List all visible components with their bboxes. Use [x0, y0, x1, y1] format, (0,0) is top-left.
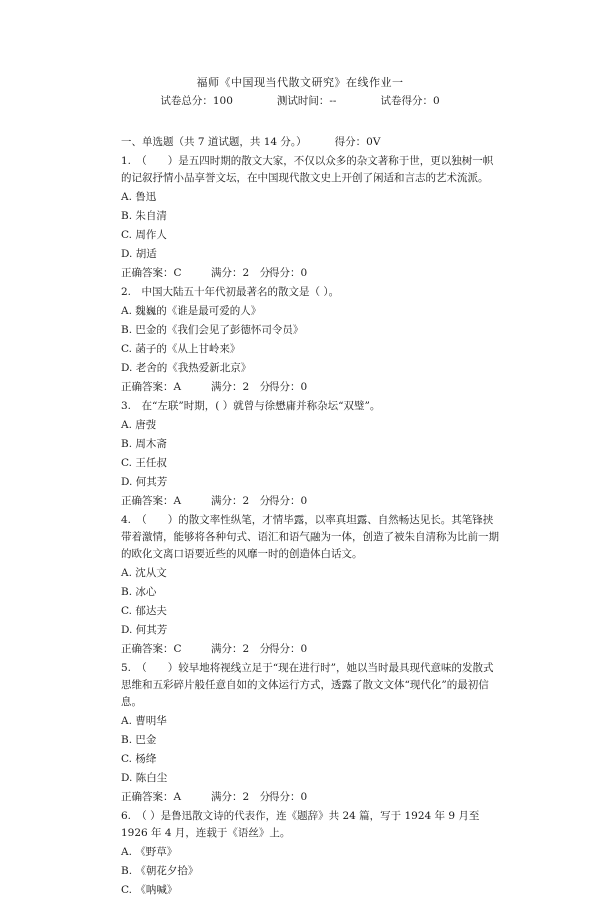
question-5 — [121, 660, 501, 807]
option-c: C. 王任叔 — [121, 456, 167, 469]
option-b: B. 周木斋 — [121, 437, 167, 450]
answer-line — [121, 492, 501, 511]
option-c: C. 杨绛 — [121, 752, 157, 765]
question-text: 1. （ ）是五四时期的散文大家，不仅以众多的杂文著称于世，更以独树一帜的记叙抒情小品享誉文坛，在中国现代散文史上开创了闲适和言志的艺术流派。 — [121, 154, 494, 184]
option-a: A. 唐弢 — [121, 418, 157, 431]
question-text: 3. 在“左联”时期，( ）就曾与徐懋庸并称杂坛“双璧”。 — [121, 399, 381, 412]
option-b: B. 巴金 — [121, 733, 157, 746]
answer-line — [121, 640, 501, 659]
correct-answer: 正确答案：C — [121, 266, 182, 279]
document-header — [0, 76, 600, 108]
option-a: A. 《野草》 — [121, 845, 178, 858]
exam-time: 测试时间：-- — [276, 95, 337, 108]
option-b: B. 《朝花夕拾》 — [121, 864, 199, 877]
option-a: A. 曹明华 — [121, 714, 167, 727]
option-c: C. 周作人 — [121, 228, 167, 241]
total-score: 试卷总分：100 — [160, 95, 233, 108]
question-4 — [121, 512, 501, 659]
question-text: 6. （ ）是鲁迅散文诗的代表作，连《题辞》共 24 篇，写于 1924 年 9 月至 1926 年 4 月，连载于《语丝》上。 — [121, 809, 480, 839]
answer-line — [121, 378, 501, 397]
document-title: 福师《中国现当代散文研究》在线作业一 — [196, 76, 404, 89]
question-3 — [121, 398, 501, 511]
section-heading — [121, 136, 501, 149]
option-d: D. 何其芳 — [121, 475, 168, 488]
option-d: D. 陈白尘 — [121, 771, 168, 784]
option-d: D. 老舍的《我热爱新北京》 — [121, 361, 252, 374]
option-a: A. 鲁迅 — [121, 190, 157, 203]
answer-line — [121, 788, 501, 807]
exam-content — [121, 136, 501, 900]
question-score: 得分：0 — [269, 494, 308, 507]
answer-line — [121, 264, 501, 283]
option-c: C. 郁达夫 — [121, 604, 167, 617]
question-text: 2. 中国大陆五十年代初最著名的散文是（ ）。 — [121, 285, 340, 298]
option-b: B. 巴金的《我们会见了彭德怀司令员》 — [121, 323, 304, 336]
option-b: B. 冰心 — [121, 585, 157, 598]
correct-answer: 正确答案：A — [121, 790, 182, 803]
question-2 — [121, 284, 501, 397]
full-score: 满分：2 分 — [211, 266, 271, 279]
correct-answer: 正确答案：A — [121, 380, 182, 393]
question-6 — [121, 808, 501, 900]
option-c: C. 《呐喊》 — [121, 883, 178, 896]
section-title: 一、单选题（共 7 道试题，共 14 分。） — [121, 136, 307, 148]
option-d: D. 何其芳 — [121, 623, 168, 636]
full-score: 满分：2 分 — [211, 790, 271, 803]
option-a: A. 魏巍的《谁是最可爱的人》 — [121, 304, 262, 317]
correct-answer: 正确答案：C — [121, 642, 182, 655]
exam-meta — [0, 95, 600, 108]
option-a: A. 沈从文 — [121, 566, 167, 579]
question-score: 得分：0 — [269, 266, 308, 279]
question-text: 5. （ ）较早地将视线立足于“现在进行时”，她以当时最具现代意味的发散式思维和五彩碎片般任意自如的文体运行方式，透露了散文文体“现代化”的最初信息。 — [121, 661, 494, 708]
option-b: B. 朱自清 — [121, 209, 167, 222]
obtained-score: 试卷得分：0 — [380, 95, 440, 108]
full-score: 满分：2 分 — [211, 380, 271, 393]
question-score: 得分：0 — [269, 642, 308, 655]
option-d: D. 胡适 — [121, 247, 157, 260]
question-score: 得分：0 — [269, 790, 308, 803]
section-score: 得分：0V — [334, 136, 381, 148]
question-text: 4. （ ）的散文率性纵笔，才情毕露，以率真坦露、自然畅达见长。其笔锋挟带着激情，能够将各种句式、语汇和语气融为一体，创造了被朱自清称为比前一期的欧化文离口语要近些的风靡一时的创造体白话文。 — [121, 513, 499, 560]
correct-answer: 正确答案：A — [121, 494, 182, 507]
question-score: 得分：0 — [269, 380, 308, 393]
question-1 — [121, 153, 501, 283]
option-c: C. 菡子的《从上甘岭来》 — [121, 342, 241, 355]
full-score: 满分：2 分 — [211, 642, 271, 655]
full-score: 满分：2 分 — [211, 494, 271, 507]
